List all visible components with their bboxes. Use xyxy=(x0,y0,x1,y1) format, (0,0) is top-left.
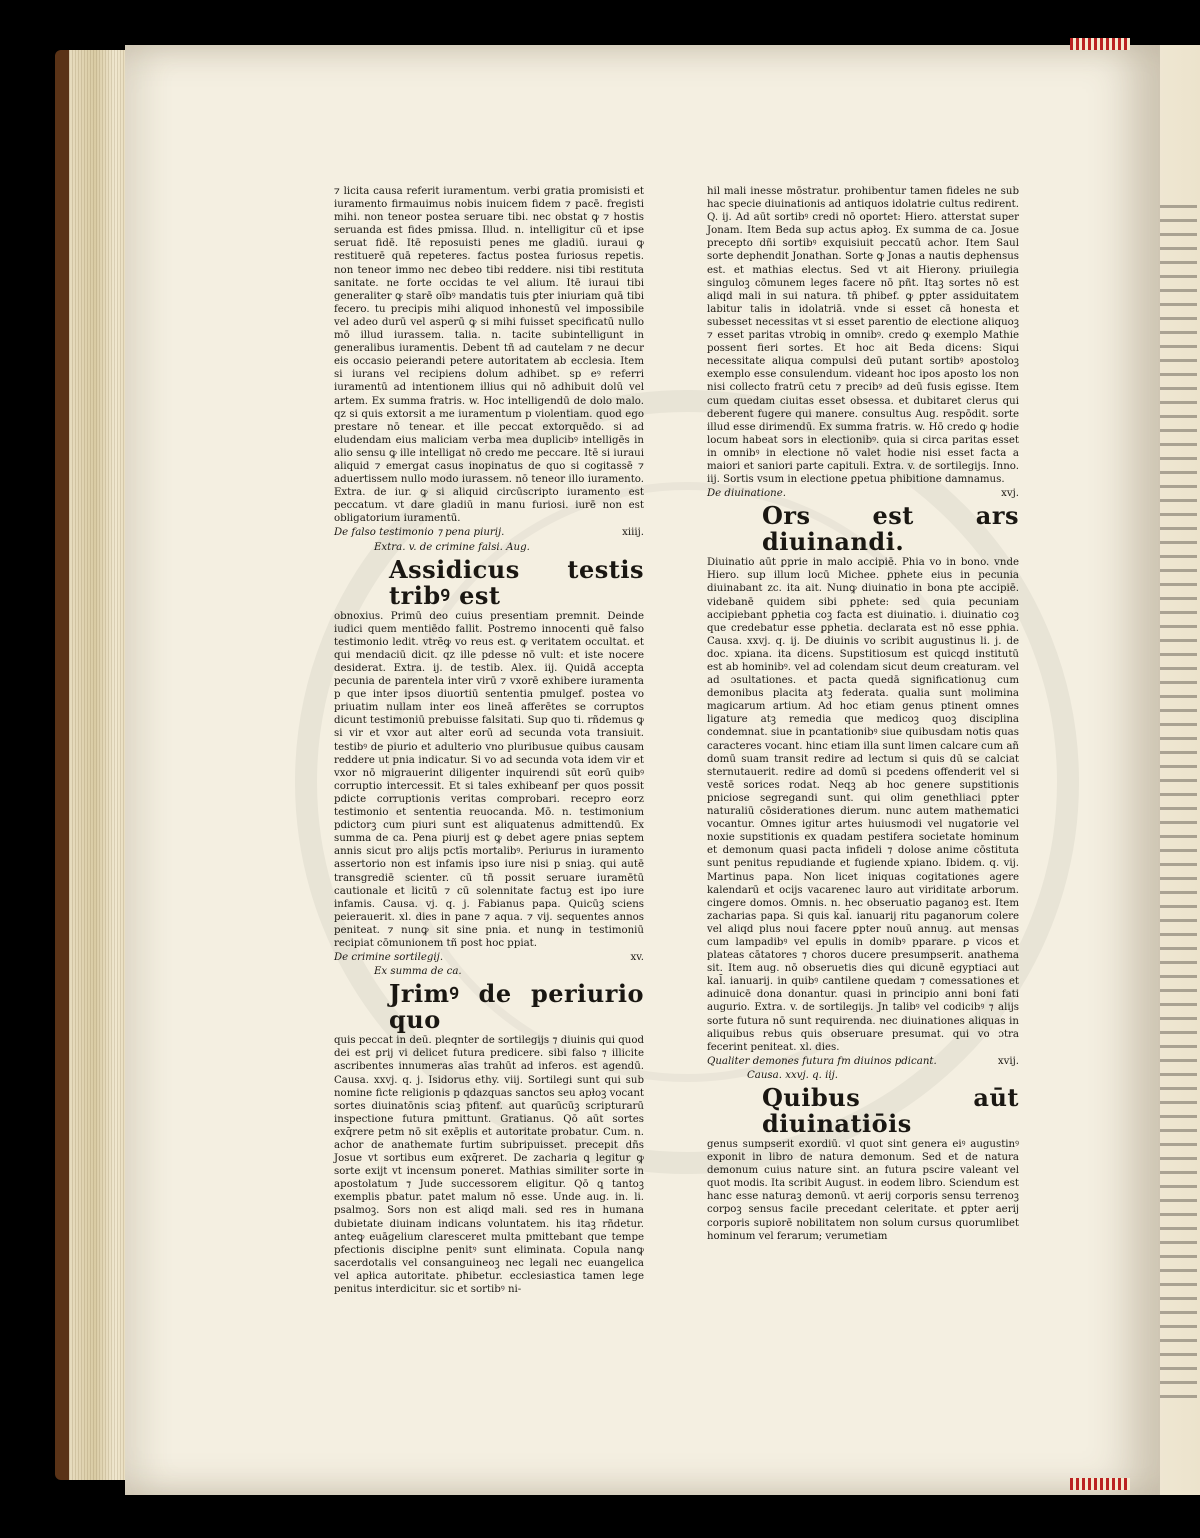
right-rubric-2 xyxy=(707,1055,1019,1068)
left-heading-1: Assidicus testis tribꝰ est xyxy=(389,554,644,610)
left-paragraph-2: obnoxius. Primū deo cuius presentiam premnit. Deinde iudici quem mentiēdo fallit. Postremo innocenti quē falso testimonio ledit. vtrẽꝙ vo reus est. ꝙ veritatem occultat. et qui mendaciū dicit. qz ille pdesse nō vult: et iste nocere desiderat. Extra. ij. de testib. Alex. iij. Quidā accepta pecunia de parentela inter virū ⁊ vxorē exhibere iuramenta p que inter ipsos diuortiū sententia pmulgef. postea vo priuatim nullam inter eos lineā afferētes se corruptos dicunt testimoniū prebuisse falsitati. Sup quo ti. rñdemus ꝙ si vir et vxor aut alter eorū ad secunda vota transiuit. testibꝰ de piurio et adulterio vno pluribusue quibus causam reddere ut pnia indicatur. Si vo ad secunda vota idem vir et vxor nō migrauerint diligenter inquirendi sūt eorū quibꝰ corruptio intercessit. Et si tales exhibeanf per quos possit pdicte corruptionis veritas comprobari. recepro eorz testimonio et sententia reuocanda. Mō. n. testimonium pdictorꝫ cum piuri sunt est aliquatenus admittendū. Ex summa de ca. Pena piurij est ꝙ debet agere pnias septem annis sicut pro alijs pctīs mortalibꝰ. Periurus in iuramento assertorio non est infamis ipso iure nisi p sniaꝫ. qui autē transgrediē scienter. cū tñ possit seruare iuramētū cautionale et licitū ⁊ cū solennitate factuꝫ est ipo iure infamis. Causa. vj. q. j. Fabianus papa. Quicūꝫ sciens peierauerit. xl. dies in pane ⁊ aqua. ⁊ vij. sequentes annos peniteat. ⁊ nunꝙ sit sine pnia. et nunꝙ in testimoniū recipiat cōmunionem tñ post hoc ppiat. xyxy=(334,610,644,949)
left-reference-1: Extra. v. de crimine falsi. Aug. xyxy=(374,541,530,553)
right-rubric-2-number: xvij. xyxy=(997,1055,1019,1067)
bookmark-ribbon-bottom xyxy=(1070,1478,1130,1490)
right-rubric-1 xyxy=(707,487,1019,500)
left-paragraph-3: quis peccat in deū. pleqnter de sortilegijs ⁊ diuinis qui quod dei est ꝑrij vi delicet futura predicere. sibi falso ⁊ illicite ascribentes innumeras aīas trahūt ad inferos. est agendū. Causa. xxvj. q. j. Isidorus ethy. viij. Sortilegi sunt qui sub nomine ficte religionis p qdazquas sanctos seu apłoꝫ vocant sortes diuinatōnis sciaꝫ pfitenf. aut quarūcūꝫ scripturarū inspectione futura pmittunt. Gratianus. Qō aūt sortes exq̄rere petm nō sit exēplis et autoritate probatur. Cum. n. achor de anathemate furtim subripuisset. precepit dñs Josue vt sortibus eum exq̄reret. De zacharia ꝗ legitur ꝙ sorte exijt vt incensum poneret. Mathias similiter sorte in apostolatum ⁊ Jude successorem eligitur. Qō ꝗ tantoꝫ exemplis pbatur. patet malum nō esse. Unde aug. in. li. psalmoꝫ. Sors non est aliqd mali. sed res in humana dubietate diuinam indicans voluntatem. his itaꝫ rñdetur. anteꝙ euāgelium claresceret multa pmittebant que tempe pfectionis disciplne penitꝰ sunt eliminata. Copula nanꝙ sacerdotalis vel consanguineoꝫ nec legali nec euangelica vel apłica autoritate. pħibetur. ecclesiastica tamen lege penitus interdicitur. sic et sortibꝰ ni- xyxy=(334,1035,644,1296)
left-reference-2: Ex summa de ca. xyxy=(374,966,462,978)
right-heading-1: Ors est ars diuinandi. xyxy=(762,501,1019,557)
left-rubric-2 xyxy=(334,951,644,964)
right-column xyxy=(707,185,1019,1243)
right-paragraph-2: Diuinatio aūt ꝑprie in malo accipiē. Phia vo in bono. vnde Hiero. sup illum locū Michee. ꝑphete eius in pecunia diuinabant zc. ita ait. Nunꝙ diuinatio in bona pte accipiē. videbanē quidem sibi ꝑphete: sed quia pecuniam accipiebant ꝑphetia coꝫ facta est diuinatio. i. diuinatio coꝫ que credebatur esse ꝑphetia. declarata est nō esse ꝑphia. Causa. xxvj. q. ij. De diuinis vo scribit augustinus li. j. de doc. xpiana. ita dicens. Supstitiosum est quicqd institutū est ab hominibꝰ. vel ad colendam sicut deum creaturam. vel ad ɔsultationes. et pacta quedā significationuꝫ cum demonibus placita atꝫ federata. qualia sunt molimina magicarum artium. Ad hoc etiam genus ptinent omnes ligature atꝫ remedia que medicoꝫ quoꝫ disciplina condemnat. siue in pcantationibꝰ siue quibusdam notis quas caracteres vocant. hinc etiam illa sunt limen calcare cum añ domū suam transit redire ad lectum si quis dū se calciat sternutauerit. redire ad domū si pcedens offenderit vel si vestē sorices rodat. Neqꝫ ab hoc genere supstitionis pniciose segregandi sunt. qui olim genethliaci ꝑpter naturaliū cōsiderationes dierum. nunc autem mathematici vocantur. Omnes igitur artes huiusmodi vel nugatorie vel noxie supstitionis ex quadam pestifera societate hominum et demonum quasi pacta infideli ⁊ dolose anime cōstituta sunt penitus repudiande et fugiende xpiano. Ibidem. q. vij. Martinus papa. Non licet iniquas cogitationes agere kalendarū et ocijs vacarenec lauro aut viriditate arborum. cingere domos. Omnis. n. hec obseruatio paganoꝫ est. Item zacharias papa. Si quis kal̄. ianuarij ritu paganorum colere vel aliqd plus noui facere ꝑpter nouū annuꝫ. aut mensas cum lampadibꝰ vel epulis in domibꝰ pparare. ꝑ vicos et plateas cātatores ⁊ choros ducere presumpserit. anathema sit. Item aug. nō obseruetis dies qui dicunē egyptiaci aut kal̄. ianuarij. in quibꝰ cantilene quedam ⁊ comessationes et adinuicē dona donantur. quasi in principio anni boni fati augurio. Extra. v. de sortilegijs. Jn talibꝰ vel codicibꝰ ⁊ alijs sorte futura nō sunt requirenda. nec diuinationes aliquas in aliquibus rebus quis obseruare presumat. qui vo ɔtra fecerint peniteat. xl. dies. xyxy=(707,557,1019,1053)
left-paragraph-1: ⁊ licita causa referit iuramentum. verbi gratia promisisti et iuramento firmauimus nobis inuicem fidem ⁊ pacē. fregisti mihi. non teneor postea seruare tibi. nec obstat ꝙ ⁊ hostis seruanda est fides pmissa. Illud. n. intelligitur cū et ipse seruat fidē. Itē reposuisti penes me gladiū. iuraui ꝙ restituerē quā repeteres. factus postea furiosus repetis. non teneor immo nec debeo tibi reddere. nisi tibi restituta sanitate. ne forte occidas te vel alium. Itē iuraui tibi generaliter ꝙ starē oībꝰ mandatis tuis ꝑter iniuriam quā tibi fecero. tu precipis mihi aliquod inhonestū vel impossibile vel adeo durū vel asperū ꝙ si mihi fuisset specificatū nullo mō illud iurassem. talia. n. tacite subintelligunt in generalibus iuramentis. Debent tñ ad cautelam ⁊ ne decur eis occasio peierandi petere autoritatem ab ecclesia. Item si iurans vel recipiens dolum adhibet. sp eꝰ referri iuramentū ad intentionem illius qui nō adhibuit dolū vel artem. Ex summa fratris. w. Hoc intelligendū de dolo malo. qz si quis extorsit a me iuramentum p violentiam. quod ego prestare nō tenear. et ille peccat extorquēdo. si ad eludendam eius maliciam verba mea duplicibꝰ intelligēs in alio sensu ꝙ ille intelligat nō credo me peccare. Itē si iuraui aliquid ⁊ emergat casus inopinatus de quo si cogitassē ⁊ aduertissem nullo modo iurassem. nō teneor illo iuramento. Extra. de iur. ꝙ si aliquid circūscripto iuramento est peccatum. vt dare gladiū in manu furiosi. iurē non est obligatorium iuramentū. xyxy=(334,186,644,525)
right-rubric-1-text: De diuinatione. xyxy=(707,488,786,500)
right-paragraph-3: genus sumpserit exordiū. vl quot sint genera eiꝰ augustinꝰ exponit in libro de natura demonum. Sed et de natura demonum cuius nature sint. an futura pscire valeant vel quot modis. Ita scribit August. in eodem libro. Sciendum est hanc esse naturaꝫ demonū. vt aerij corporis sensu terrenoꝫ corpoꝫ sensus facile precedant celeritate. et ꝑpter aerij corporis supiorē nobilitatem non solum cursus quorumlibet hominum vel ferarum; verumetiam xyxy=(707,1139,1019,1242)
left-heading-2: Jrimꝰ de periurio quo xyxy=(389,979,644,1035)
right-reference-2: Causa. xxvj. q. iij. xyxy=(747,1069,839,1081)
right-rubric-2-text: Qualiter demones futura fm diuinos pdicant. xyxy=(707,1055,937,1067)
right-rubric-1-number: xvj. xyxy=(1001,488,1019,500)
left-rubric-1 xyxy=(334,526,644,539)
right-paragraph-1: hil mali inesse mōstratur. prohibentur tamen fideles ne sub hac specie diuinationis ad antiquos idolatrie cultus redirent. Q. ij. Ad aūt sortibꝰ credi nō oportet: Hiero. atterstat super Jonam. Item Beda sup actus apłoꝫ. Ex summa de ca. Josue precepto dñi sortibꝰ exquisiuit peccatū achor. Item Saul sorte dephendit Jonathan. Sorte ꝙ Jonas a nautis dephensus est. et mathias electus. Sed vt ait Hierony. priuilegia singuloꝫ cōmunem leges facere nō pñt. Itaꝫ sortes nō est aliqd mali in sui natura. tñ phibef. ꝙ ꝑpter assiduitatem labitur talis in idolatriā. vnde si esset cā honesta et subesset necessitas vt si esset parentio de electione aliquoꝫ ⁊ esset paritas vtrobiꝗ in omnibꝰ. credo ꝙ exemplo Mathie possent fieri sortes. Et hoc ait Beda dicens: Siqui necessitate aliqua compulsi deū putant sortibꝰ apostoloꝫ exemplo esse consulendum. videant hoc ipos aposto los non nisi collecto fratrū cetu ⁊ precibꝰ ad deū fusis egisse. Item cum quedam ciuitas esset obsessa. et dubitaret clerus qui deberent fugere qui manere. consultus Aug. respōdit. sorte illud esse dirimendū. Ex summa fratris. w. Hō credo ꝙ hodie locum habeat sors in electionibꝰ. quia si circa paritas esset in omnibꝰ in electione nō valet hodie nisi esset facta a maiori et saniori parte capituli. Extra. v. de sortilegijs. Inno. iij. Sortis vsum in electione ꝑpetua phibitione damnamus. xyxy=(707,186,1019,486)
page-edges xyxy=(55,50,133,1480)
left-rubric-1-number: xiiij. xyxy=(622,527,644,539)
left-rubric-2-number: xv. xyxy=(630,952,644,964)
right-heading-2: Quibus aūt diuinatiōis xyxy=(762,1083,1019,1138)
left-column xyxy=(334,185,644,1296)
left-rubric-2-text: De crimine sortilegij. xyxy=(334,952,444,964)
bookmark-ribbon-top xyxy=(1070,38,1130,50)
left-rubric-1-text: De falso testimonio ⁊ pena piurij. xyxy=(334,527,505,539)
